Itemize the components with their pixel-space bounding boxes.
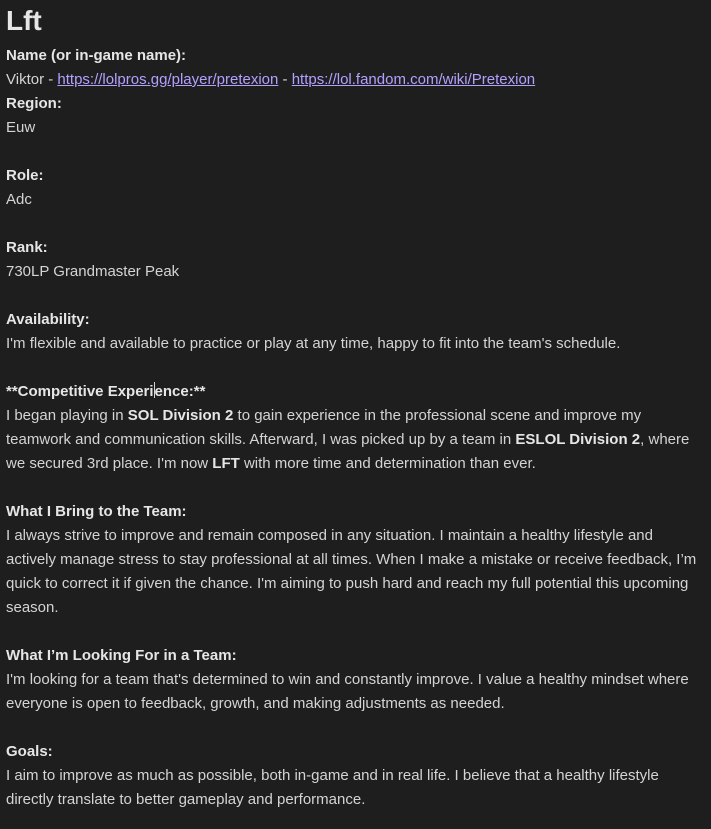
experience-label-end: ence:** bbox=[154, 383, 206, 400]
experience-text-4: with more time and determination than ever. bbox=[239, 455, 536, 472]
bring-paragraph: I always strive to improve and remain composed in any situation. I maintain a healthy lifestyle and actively manage stress to stay professional at all times. When I make a mistake or receive feedback, I’m quick to correct it if given the chance. I'm aiming to push hard and reach my full potential this upcoming season. bbox=[6, 527, 697, 616]
name-value: Viktor - bbox=[6, 71, 58, 88]
experience-paragraph bbox=[6, 404, 705, 476]
region-value: Euw bbox=[6, 119, 36, 136]
role-value: Adc bbox=[6, 191, 32, 208]
experience-text-3: , where we secured 3rd place. I'm now bbox=[6, 431, 690, 472]
name-separator: - bbox=[278, 71, 292, 88]
experience-text-1: I began playing in bbox=[6, 407, 128, 424]
lolpros-link[interactable]: https://lolpros.gg/player/pretexion bbox=[57, 71, 279, 88]
page-title: Lft bbox=[6, 5, 42, 36]
name-line bbox=[6, 68, 705, 92]
availability-value: I'm flexible and available to practice or play at any time, happy to fit into the team's schedule. bbox=[6, 335, 621, 352]
rank-value: 730LP Grandmaster Peak bbox=[6, 263, 180, 280]
experience-text-2: to gain experience in the professional scene and improve my teamwork and communication skills. Afterward, I was picked up by a team in bbox=[6, 407, 642, 448]
goals-paragraph: I aim to improve as much as possible, both in-game and in real life. I believe that a healthy lifestyle directly translate to better gameplay and performance. bbox=[6, 767, 659, 808]
looking-label: What I’m Looking For in a Team: bbox=[6, 647, 237, 664]
name-label: Name (or in-game name): bbox=[6, 47, 187, 64]
role-label: Role: bbox=[6, 167, 44, 184]
region-label: Region: bbox=[6, 95, 62, 112]
looking-paragraph: I'm looking for a team that's determined to win and constantly improve. I value a healthy mindset where everyone is open to feedback, growth, and making adjustments as needed. bbox=[6, 671, 689, 712]
experience-bold-lft: LFT bbox=[212, 455, 240, 472]
goals-label: Goals: bbox=[6, 743, 53, 760]
experience-bold-sol: SOL Division 2 bbox=[127, 407, 234, 424]
bring-label: What I Bring to the Team: bbox=[6, 503, 187, 520]
availability-label: Availability: bbox=[6, 311, 90, 328]
experience-bold-eslol: ESLOL Division 2 bbox=[515, 431, 641, 448]
experience-label bbox=[6, 380, 705, 404]
rank-label: Rank: bbox=[6, 239, 48, 256]
experience-label-start: **Competitive Experi bbox=[6, 383, 154, 400]
fandom-link[interactable]: https://lol.fandom.com/wiki/Pretexion bbox=[291, 71, 536, 88]
